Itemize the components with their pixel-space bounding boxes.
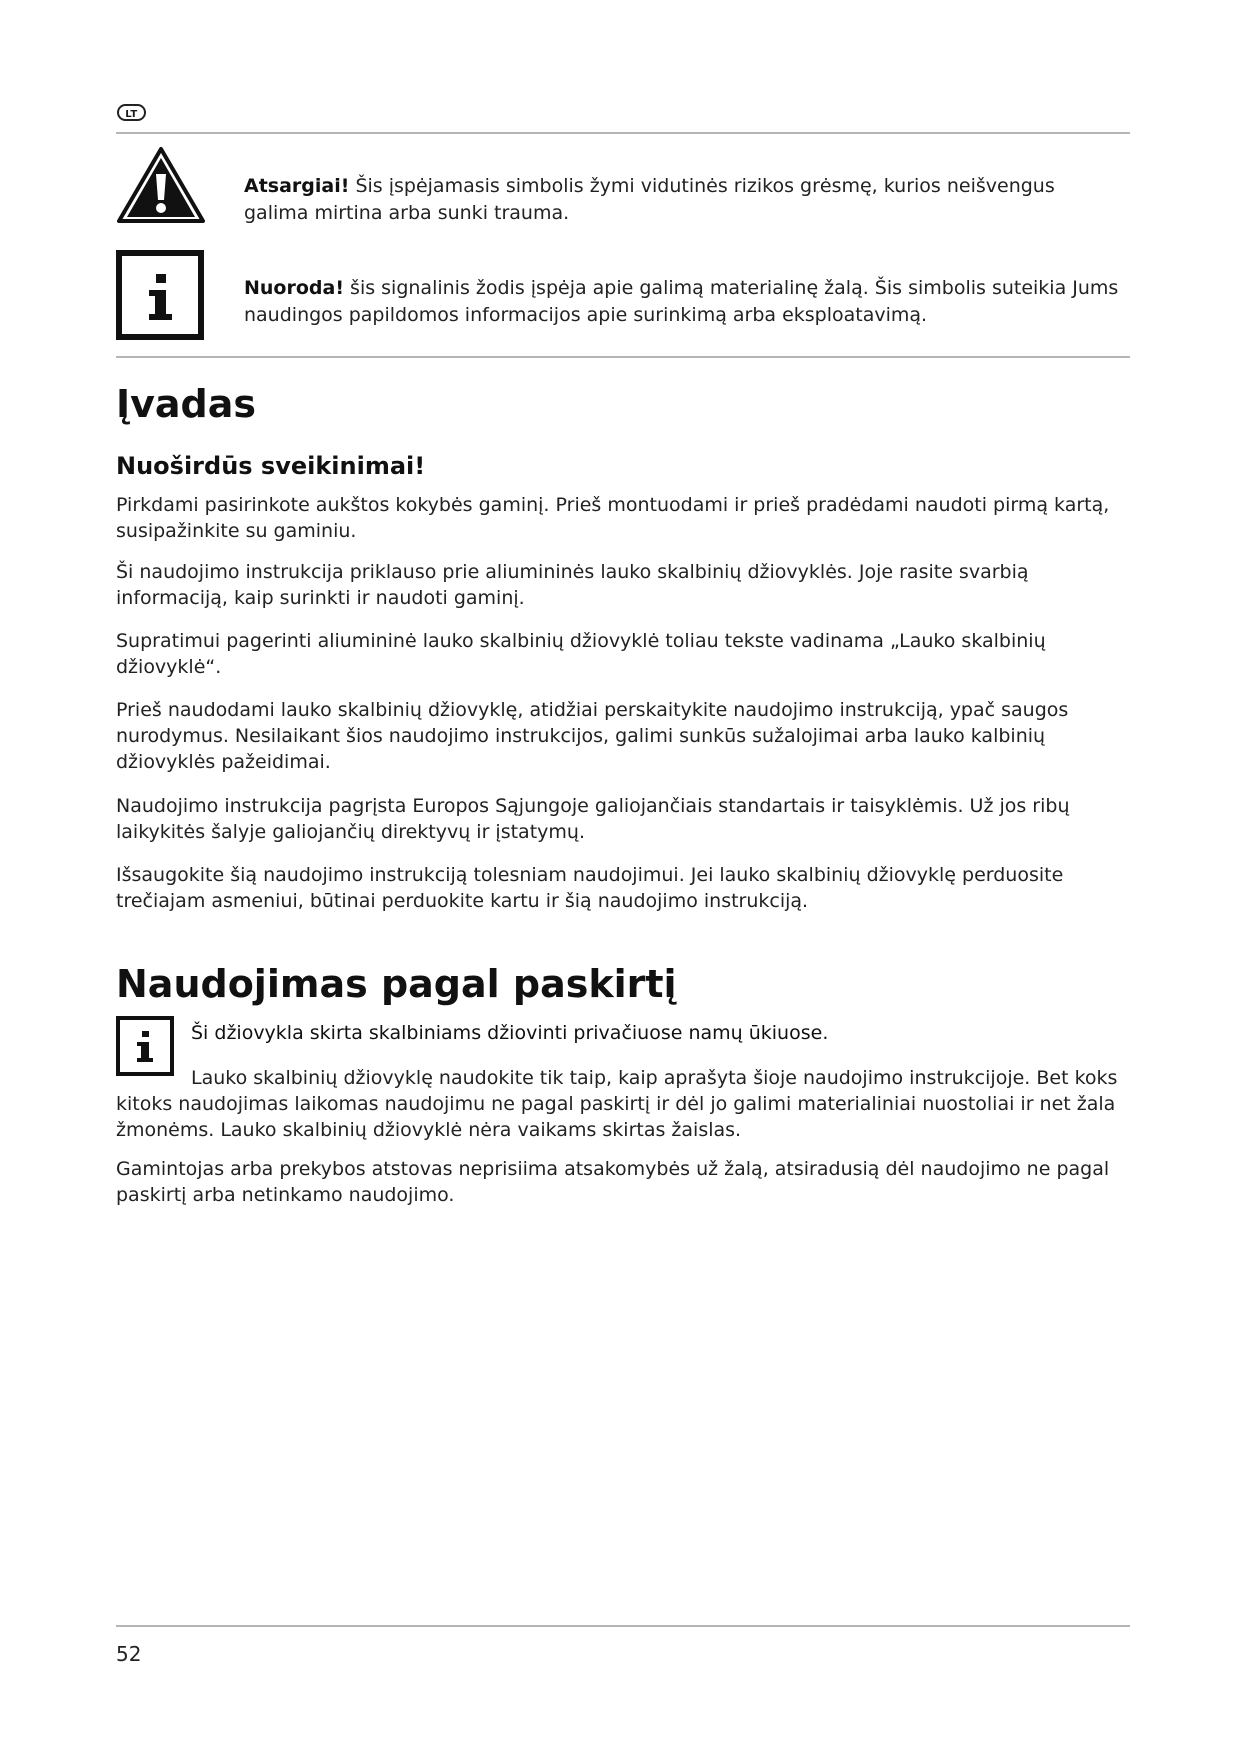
intro-paragraph: Supratimui pagerinti aliumininė lauko skalbinių džiovyklė toliau tekste vadinama „Lauko skalbinių džiovyklė“. bbox=[116, 630, 1046, 678]
language-badge: LT bbox=[117, 104, 146, 121]
info-text: šis signalinis žodis įspėja apie galimą materialinę žalą. Šis simbolis suteikia Jums naudingos papildomos informacijos apie surinkimą arba eksploatavimą. bbox=[244, 277, 1119, 326]
intro-paragraph: Naudojimo instrukcija pagrįsta Europos Sąjungoje galiojančiais standartais ir taisyklėmis. Už jos ribų laikykitės šalyje galiojančių direktyvų ir įstatymų. bbox=[116, 795, 1070, 843]
info-notice bbox=[244, 275, 1124, 329]
intro-title: Įvadas bbox=[116, 382, 257, 426]
usage-paragraph: Gamintojas arba prekybos atstovas neprisiima atsakomybės už žalą, atsiradusią dėl naudojimo ne pagal paskirtį arba netinkamo naudojimo. bbox=[116, 1158, 1110, 1206]
warning-text: Šis įspėjamasis simbolis žymi vidutinės rizikos grėsmę, kurios neišvengus galima mirtina arba sunki trauma. bbox=[244, 175, 1055, 224]
info-label: Nuoroda! bbox=[244, 277, 344, 299]
warning-notice bbox=[244, 173, 1124, 227]
intro-paragraph: Pirkdami pasirinkote aukštos kokybės gaminį. Prieš montuodami ir prieš pradėdami naudoti pirmą kartą, susipažinkite su gaminiu. bbox=[116, 494, 1110, 542]
intro-paragraph: Ši naudojimo instrukcija priklauso prie aliumininės lauko skalbinių džiovyklės. Joje rasite svarbią informaciją, kaip surinkti ir naudoti gaminį. bbox=[116, 561, 1029, 609]
footer-rule bbox=[116, 1625, 1130, 1627]
page-number: 52 bbox=[116, 1642, 142, 1666]
warning-triangle-icon bbox=[116, 146, 206, 224]
usage-paragraph: Lauko skalbinių džiovyklę naudokite tik taip, kaip aprašyta šioje naudojimo instrukcijoje. Bet koks kitoks naudojimas laikomas naudojimu ne pagal paskirtį ir dėl jo galimi materialiniai nuostoliai ir net žala žmonėms. Lauko skalbinių džiovyklė nėra vaikams skirtas žaislas. bbox=[116, 1067, 1118, 1141]
usage-title: Naudojimas pagal paskirtį bbox=[116, 962, 677, 1006]
header-rule bbox=[116, 132, 1130, 134]
intro-paragraph: Prieš naudodami lauko skalbinių džiovyklę, atidžiai perskaitykite naudojimo instrukciją, ypač saugos nurodymus. Nesilaikant šios naudojimo instrukcijos, galimi sunkūs sužalojimai arba lauko kalbinių džiovyklės pažeidimai. bbox=[116, 699, 1069, 773]
intro-subtitle: Nuoširdūs sveikinimai! bbox=[116, 452, 426, 480]
usage-intro: Ši džiovykla skirta skalbiniams džiovinti privačiuose namų ūkiuose. bbox=[191, 1022, 829, 1044]
intro-paragraph: Išsaugokite šią naudojimo instrukciją tolesniam naudojimui. Jei lauko skalbinių džiovyklę perduosite trečiajam asmeniui, būtinai perduokite kartu ir šią naudojimo instrukciją. bbox=[116, 864, 1064, 912]
info-icon bbox=[116, 250, 204, 340]
warning-label: Atsargiai! bbox=[244, 175, 350, 197]
notices-rule bbox=[116, 356, 1130, 358]
